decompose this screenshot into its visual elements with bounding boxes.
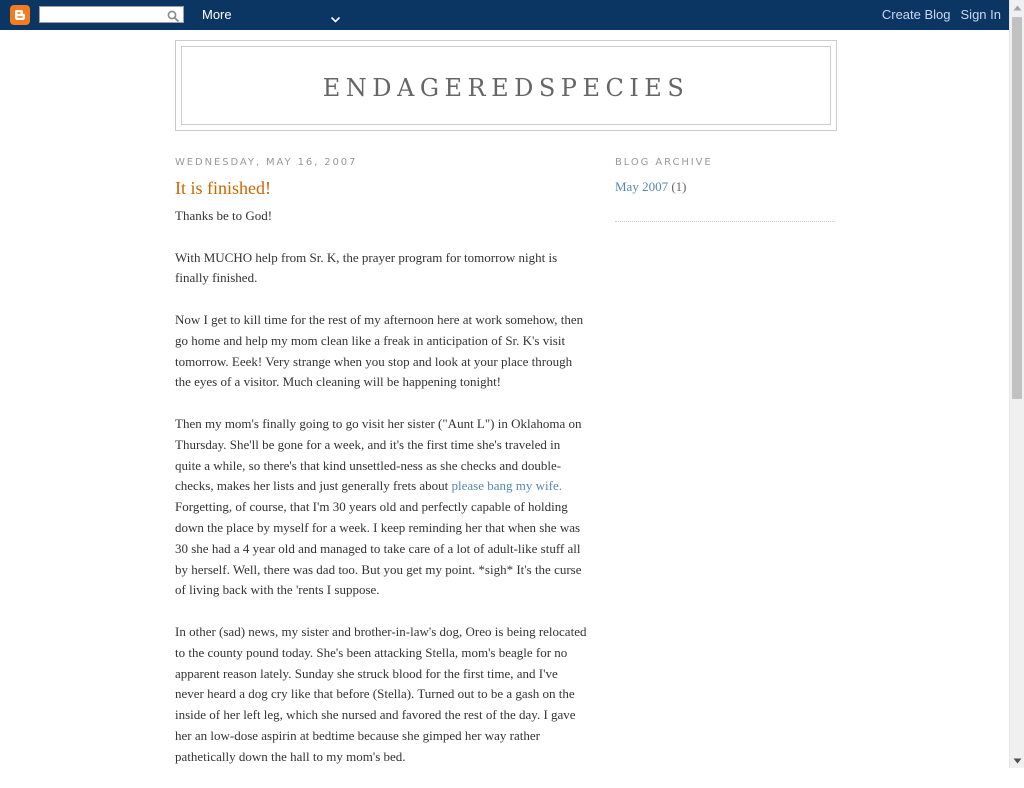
blog-header-inner xyxy=(181,46,831,125)
post-paragraph: In other (sad) news, my sister and brother-in-law's dog, Oreo is being relocated to the county pound today. She's been attacking Stella, mom's beagle for no apparent reason lately. Sunday she struck blood for the first time, and I've never heard a dog cry like that before (Stella). Turned out to be a gash on the inside of her left leg, which she nursed and favored the rest of the day. I gave her an low-dose aspirin at bedtime because she gimped her way rather pathetically down the hall to my mom's bed. xyxy=(175,623,587,764)
archive-month-link[interactable]: May 2007 xyxy=(615,179,669,194)
blogger-logo-icon[interactable] xyxy=(10,5,30,25)
post-date: WEDNESDAY, MAY 16, 2007 xyxy=(175,157,358,168)
scroll-down-arrow-icon[interactable] xyxy=(1010,753,1024,768)
post-title[interactable]: It is finished! xyxy=(175,178,271,198)
post-text: Forgetting, of course, that I'm 30 years old and perfectly capable of holding down the place by myself for a week. I keep reminding her that when she was 30 she had a 4 year old and managed to take care of a lot of adult-like stuff all by herself. Well, there was dad too. But you get my point. *sigh* It's the curse of living back with the 'rents I suppose. xyxy=(175,499,582,598)
post-paragraph: With MUCHO help from Sr. K, the prayer program for tomorrow night is finally finished. xyxy=(175,249,558,286)
archive-count: (1) xyxy=(671,179,687,194)
navbar-search-box[interactable] xyxy=(39,6,184,23)
post-inline-link[interactable]: please bang my wife. xyxy=(451,478,562,494)
sidebar-divider xyxy=(615,221,835,222)
blog-title[interactable]: ENDAGEREDSPECIES xyxy=(322,74,690,102)
blog-archive-title: BLOG ARCHIVE xyxy=(615,157,713,168)
vertical-scrollbar[interactable] xyxy=(1009,0,1024,768)
archive-item xyxy=(615,179,687,195)
blogger-navbar xyxy=(0,0,1009,30)
post-paragraph: Now I get to kill time for the rest of my afternoon here at work somehow, then go home and help my mom clean like a freak in anticipation of Sr. K's visit tomorrow. Eeek! Very strange when you stop and look at your place through the eyes of a visitor. Much cleaning will be happening tonight! xyxy=(175,311,584,390)
navbar-search-input[interactable] xyxy=(40,11,168,25)
post-body xyxy=(175,206,587,788)
scroll-up-arrow-icon[interactable] xyxy=(1010,0,1024,15)
search-icon[interactable] xyxy=(167,8,180,27)
post-text: Then my mom's finally going to go visit her sister ("Aunt L") in Oklahoma on Thursday. She'll be gone for a week, and it's the first time she's traveled in quite a while, so there's that kind unsettled-ness as she checks and double-checks, makes her lists and just generally frets about xyxy=(175,415,582,494)
post-paragraph xyxy=(175,414,587,601)
blog-header xyxy=(175,40,837,131)
more-menu-button[interactable]: More xyxy=(202,7,232,22)
sign-in-link[interactable]: Sign In xyxy=(960,7,1001,22)
scrollbar-thumb[interactable] xyxy=(1012,17,1022,399)
chevron-down-icon[interactable] xyxy=(330,9,341,28)
create-blog-link[interactable]: Create Blog xyxy=(881,7,951,22)
post-paragraph: Thanks be to God! xyxy=(175,208,273,223)
